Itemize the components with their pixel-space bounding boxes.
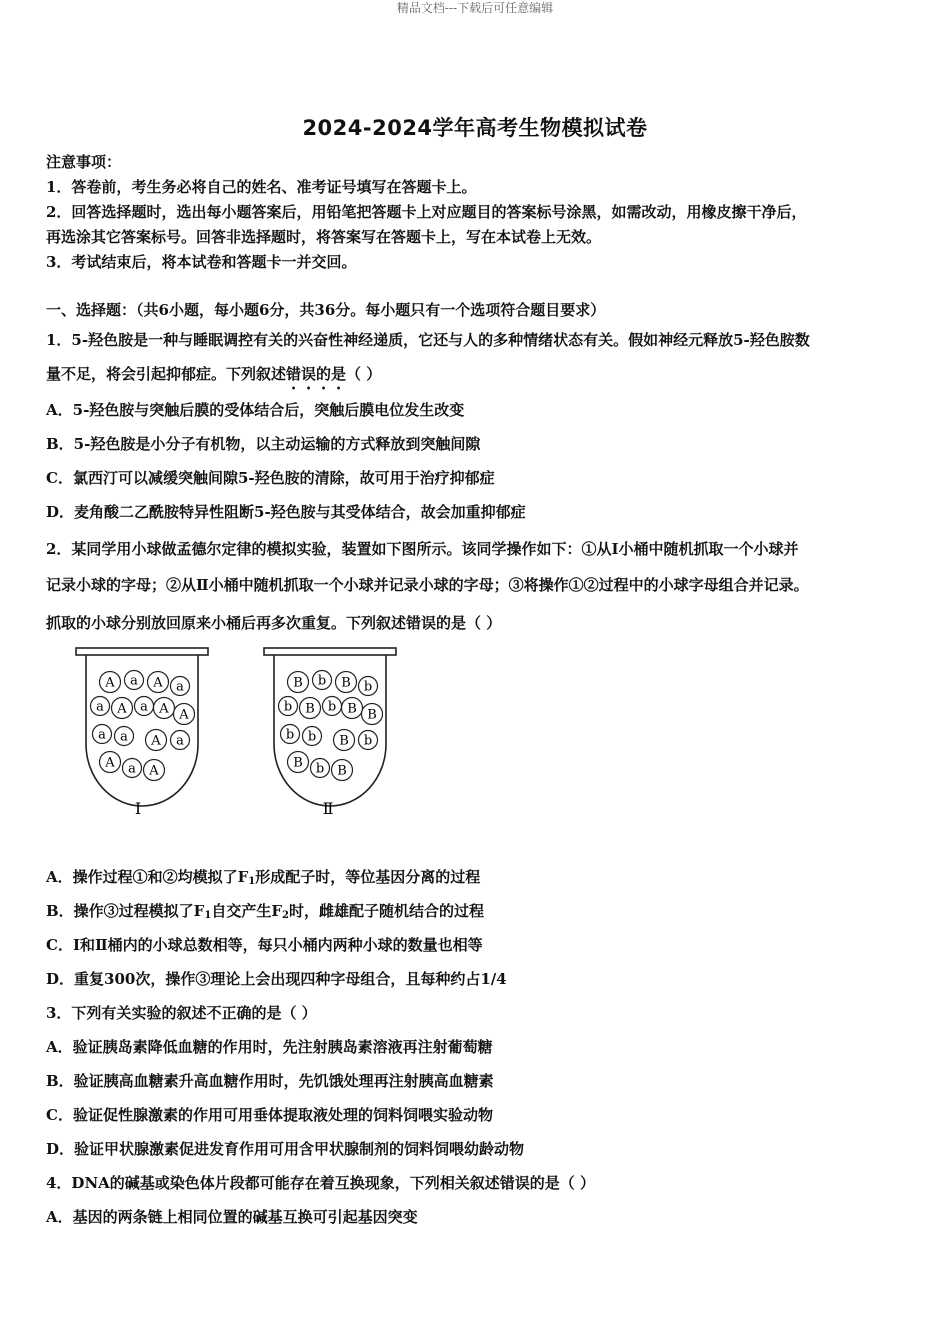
q2-stem-line-3: 抓取的小球分别放回原来小桶后再多次重复。下列叙述错误的是（ ）: [46, 614, 502, 632]
bucket-2-ball-label: b: [363, 733, 373, 749]
bucket-2-ball-label: b: [363, 679, 373, 695]
q3-option-b: B．验证胰高血糖素升高血糖作用时，先饥饿处理再注射胰高血糖素: [46, 1072, 494, 1090]
q2-option-b-text: B．操作③过程模拟了F: [46, 902, 205, 920]
bucket-1-ball-label: a: [120, 729, 128, 745]
bucket-1-ball-label: A: [179, 707, 189, 723]
bucket-2-ball-label: b: [307, 729, 317, 745]
q2-option-a-rest: 形成配子时，等位基因分离的过程: [255, 868, 481, 886]
bucket-2-ball-label: B: [293, 675, 303, 691]
bucket-1-ball-label: a: [176, 733, 184, 749]
bucket-1-ball-label: a: [130, 673, 138, 689]
q1-stem-bracket: （ ）: [346, 365, 382, 383]
q3-option-a: A．验证胰岛素降低血糖的作用时，先注射胰岛素溶液再注射葡萄糖: [46, 1038, 493, 1056]
bucket-1-label: Ⅰ: [134, 799, 142, 818]
header-note: 精品文档---下载后可任意编辑: [396, 1, 554, 15]
q2-stem-line-2: 记录小球的字母；②从Ⅱ小桶中随机抓取一个小球并记录小球的字母；③将操作①②过程中的小球字母组合并记录。: [46, 576, 809, 594]
bucket-2-ball-label: B: [305, 701, 315, 717]
q2-option-d: D．重复300次，操作③理论上会出现四种字母组合，且每种约占1/4: [46, 970, 507, 988]
q1-option-d: D．麦角酸二乙酰胺特异性阻断5-羟色胺与其受体结合，故会加重抑郁症: [46, 503, 526, 521]
notice-item-2a: 2．回答选择题时，选出每小题答案后，用铅笔把答题卡上对应题目的答案标号涂黑，如需改动，用橡皮擦干净后，: [46, 203, 807, 221]
q2-option-a: [46, 860, 898, 894]
bucket-2-ball-label: B: [339, 733, 349, 749]
q4-option-a: A．基因的两条链上相同位置的碱基互换可引起基因突变: [46, 1208, 418, 1226]
bucket-figure: [56, 644, 476, 854]
q2-option-a-subscript: 1: [248, 876, 256, 887]
q1-option-b: B．5-羟色胺是小分子有机物，以主动运输的方式释放到突触间隙: [46, 435, 481, 453]
q1-stem-line-2: [46, 357, 898, 393]
bucket-2-ball-label: b: [327, 699, 337, 715]
bucket-1-ball-label: A: [151, 733, 161, 749]
bucket-1-ball-label: a: [176, 679, 184, 695]
q2-option-c: C．Ⅰ和Ⅱ桶内的小球总数相等，每只小桶内两种小球的数量也相等: [46, 936, 483, 954]
q3-option-d: D．验证甲状腺激素促进发育作用可用含甲状腺制剂的饲料饲喂幼龄动物: [46, 1140, 525, 1158]
bucket-2-ball-label: B: [347, 701, 357, 717]
q2-option-b-subscript-2: 2: [281, 910, 289, 921]
bucket-1-ball-label: A: [149, 763, 159, 779]
section-heading: 一、选择题：（共6小题，每小题6分，共36分。每小题只有一个选项符合题目要求）: [46, 301, 606, 319]
bucket-1-ball-label: a: [96, 699, 104, 715]
bucket-2-ball-label: B: [293, 755, 303, 771]
q2-option-b: [46, 894, 898, 928]
bucket-2-ball-label: B: [337, 763, 347, 779]
bucket-2-ball-label: b: [317, 673, 327, 689]
q2-stem-line-1: 2．某同学用小球做孟德尔定律的模拟实验，装置如下图所示。该同学操作如下：①从Ⅰ小桶中随机抓取一个小球并: [46, 540, 799, 558]
bucket-2-ball-label: b: [283, 699, 293, 715]
bucket-1-ball-label: a: [98, 727, 106, 743]
q1-emphasis: 错误的是: [286, 365, 347, 383]
q1-stem-text: 量不足，将会引起抑郁症。下列叙述: [46, 365, 287, 383]
page-title: 2024-2024学年高考生物模拟试卷: [302, 116, 648, 140]
notice-item-3: 3．考试结束后，将本试卷和答题卡一并交回。: [46, 253, 357, 271]
q3-option-c: C．验证促性腺激素的作用可用垂体提取液处理的饲料饲喂实验动物: [46, 1106, 493, 1124]
notice-item-2b: 再选涂其它答案标号。回答非选择题时，将答案写在答题卡上，写在本试卷上无效。: [46, 228, 602, 246]
bucket-2-label: Ⅱ: [322, 799, 334, 818]
q2-option-a-text: A．操作过程①和②均模拟了F: [46, 868, 249, 886]
bucket-2-ball-label: B: [341, 675, 351, 691]
q1-stem-line-1: 1．5-羟色胺是一种与睡眠调控有关的兴奋性神经递质，它还与人的多种情绪状态有关。假如神经元释放5-羟色胺数: [46, 331, 810, 349]
q1-option-c: C．氯西汀可以减缓突触间隙5-羟色胺的清除，故可用于治疗抑郁症: [46, 469, 495, 487]
bucket-1-ball-label: A: [159, 701, 169, 717]
q2-option-b-rest: 时，雌雄配子随机结合的过程: [288, 902, 484, 920]
exam-content: [46, 150, 898, 1234]
q4-stem: 4．DNA的碱基或染色体片段都可能存在着互换现象，下列相关叙述错误的是（ ）: [46, 1174, 596, 1192]
bucket-1-ball-label: A: [105, 675, 115, 691]
bucket-1-ball-label: A: [153, 675, 163, 691]
q2-option-b-subscript-1: 1: [204, 910, 212, 921]
bucket-1-ball-label: A: [105, 755, 115, 771]
q3-stem: 3．下列有关实验的叙述不正确的是（ ）: [46, 1004, 317, 1022]
bucket-1-ball-label: a: [128, 761, 136, 777]
bucket-diagram: [56, 644, 476, 854]
bucket-2-ball-label: B: [367, 707, 377, 723]
bucket-1-ball-label: A: [117, 701, 127, 717]
notice-item-1: 1．答卷前，考生务必将自己的姓名、准考证号填写在答题卡上。: [46, 178, 477, 196]
bucket-2-ball-label: b: [315, 761, 325, 777]
q2-option-b-middle: 自交产生F: [211, 902, 282, 920]
notice-heading: 注意事项：: [46, 153, 122, 171]
q1-option-a: A．5-羟色胺与突触后膜的受体结合后，突触后膜电位发生改变: [46, 401, 465, 419]
bucket-1-ball-label: a: [140, 699, 148, 715]
bucket-2-ball-label: b: [285, 727, 295, 743]
